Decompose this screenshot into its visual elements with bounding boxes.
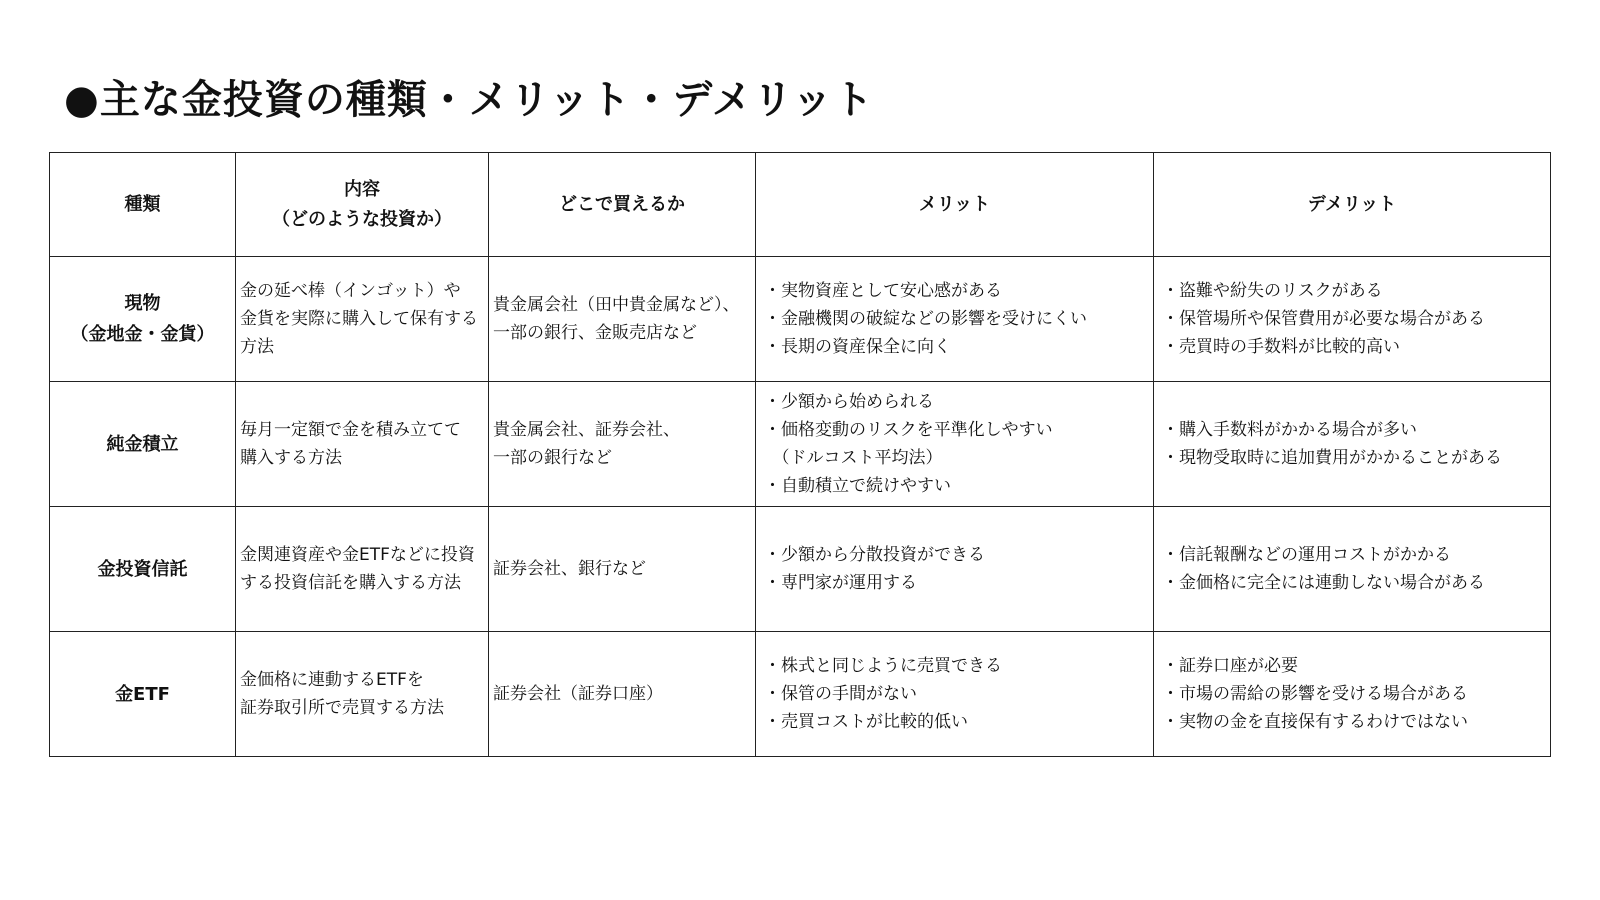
type-line: （金地金・金貨） — [70, 324, 215, 345]
merit-list — [764, 388, 1153, 500]
where-line: 一部の銀行、金販売店など — [493, 323, 697, 343]
gold-investment-table — [49, 152, 1551, 757]
demerit-item: ・金価格に完全には連動しない場合がある — [1162, 573, 1485, 593]
type-line: 金投資信託 — [97, 558, 188, 580]
type-cell — [50, 507, 236, 632]
merit-item: ・長期の資産保全に向く — [764, 337, 951, 357]
header-where: どこで買えるか — [489, 153, 756, 257]
table-row — [50, 632, 1551, 757]
demerit-item: ・実物の金を直接保有するわけではない — [1162, 712, 1468, 732]
type-cell — [50, 632, 236, 757]
merit-item: （ドルコスト平均法） — [764, 448, 943, 468]
type-line: 金ETF — [115, 683, 170, 705]
content-line: 毎月一定額で金を積み立てて — [240, 420, 461, 440]
content-line: 金貨を実際に購入して保有する — [240, 309, 478, 329]
content-line: 購入する方法 — [240, 448, 342, 468]
merit-item: ・金融機関の破綻などの影響を受けにくい — [764, 309, 1087, 329]
content-cell — [236, 632, 489, 757]
content-line: する投資信託を購入する方法 — [240, 573, 461, 593]
demerit-list — [1162, 652, 1550, 736]
table-row — [50, 257, 1551, 382]
content-line: 金価格に連動するETFを — [240, 670, 424, 690]
merit-item: ・売買コストが比較的低い — [764, 712, 968, 732]
demerit-item: ・盗難や紛失のリスクがある — [1162, 281, 1383, 301]
content-cell — [236, 382, 489, 507]
merit-item: ・少額から分散投資ができる — [764, 545, 985, 565]
type-line: 純金積立 — [106, 433, 179, 455]
where-line: 一部の銀行など — [493, 448, 612, 468]
content-cell — [236, 507, 489, 632]
header-merit: メリット — [756, 153, 1154, 257]
content-cell — [236, 257, 489, 382]
merit-item: ・実物資産として安心感がある — [764, 281, 1002, 301]
demerit-list — [1162, 541, 1550, 597]
demerit-item: ・信託報酬などの運用コストがかかる — [1162, 545, 1451, 565]
where-cell — [489, 632, 756, 757]
header-content-line: 内容 — [344, 178, 380, 200]
merit-list — [764, 277, 1153, 361]
where-line: 証券会社（証券口座） — [493, 684, 663, 704]
table-row — [50, 507, 1551, 632]
demerit-cell — [1154, 257, 1551, 382]
merit-cell — [756, 632, 1154, 757]
content-line: 金の延べ棒（インゴット）や — [240, 281, 461, 301]
merit-item: ・自動積立で続けやすい — [764, 476, 951, 496]
type-cell — [50, 257, 236, 382]
demerit-item: ・購入手数料がかかる場合が多い — [1162, 420, 1417, 440]
demerit-list — [1162, 277, 1550, 361]
demerit-item: ・現物受取時に追加費用がかかることがある — [1162, 448, 1502, 468]
page-title: ●主な金投資の種類・メリット・デメリット — [64, 77, 875, 123]
merit-item: ・専門家が運用する — [764, 573, 917, 593]
where-cell — [489, 382, 756, 507]
merit-cell — [756, 507, 1154, 632]
demerit-cell — [1154, 507, 1551, 632]
where-line: 貴金属会社、証券会社、 — [493, 420, 680, 440]
merit-cell — [756, 382, 1154, 507]
where-line: 証券会社、銀行など — [493, 559, 646, 579]
demerit-item: ・証券口座が必要 — [1162, 656, 1298, 676]
merit-list — [764, 652, 1153, 736]
header-content — [236, 153, 489, 257]
header-demerit: デメリット — [1154, 153, 1551, 257]
where-cell — [489, 507, 756, 632]
merit-item: ・価格変動のリスクを平準化しやすい — [764, 420, 1053, 440]
where-line: 貴金属会社（田中貴金属など）、 — [493, 295, 740, 315]
merit-item: ・株式と同じように売買できる — [764, 656, 1002, 676]
demerit-list — [1162, 416, 1550, 472]
merit-item: ・保管の手間がない — [764, 684, 917, 704]
content-line: 方法 — [240, 337, 274, 357]
header-content-line: （どのような投資か） — [272, 208, 452, 230]
demerit-cell — [1154, 382, 1551, 507]
where-cell — [489, 257, 756, 382]
merit-list — [764, 541, 1153, 597]
demerit-item: ・保管場所や保管費用が必要な場合がある — [1162, 309, 1485, 329]
type-cell — [50, 382, 236, 507]
merit-item: ・少額から始められる — [764, 392, 934, 412]
header-type: 種類 — [50, 153, 236, 257]
type-line: 現物 — [124, 293, 161, 314]
merit-cell — [756, 257, 1154, 382]
demerit-item: ・売買時の手数料が比較的高い — [1162, 337, 1400, 357]
demerit-item: ・市場の需給の影響を受ける場合がある — [1162, 684, 1468, 704]
table-header-row — [50, 153, 1551, 257]
content-line: 証券取引所で売買する方法 — [240, 698, 444, 718]
demerit-cell — [1154, 632, 1551, 757]
table-row — [50, 382, 1551, 507]
content-line: 金関連資産や金ETFなどに投資 — [240, 545, 475, 565]
